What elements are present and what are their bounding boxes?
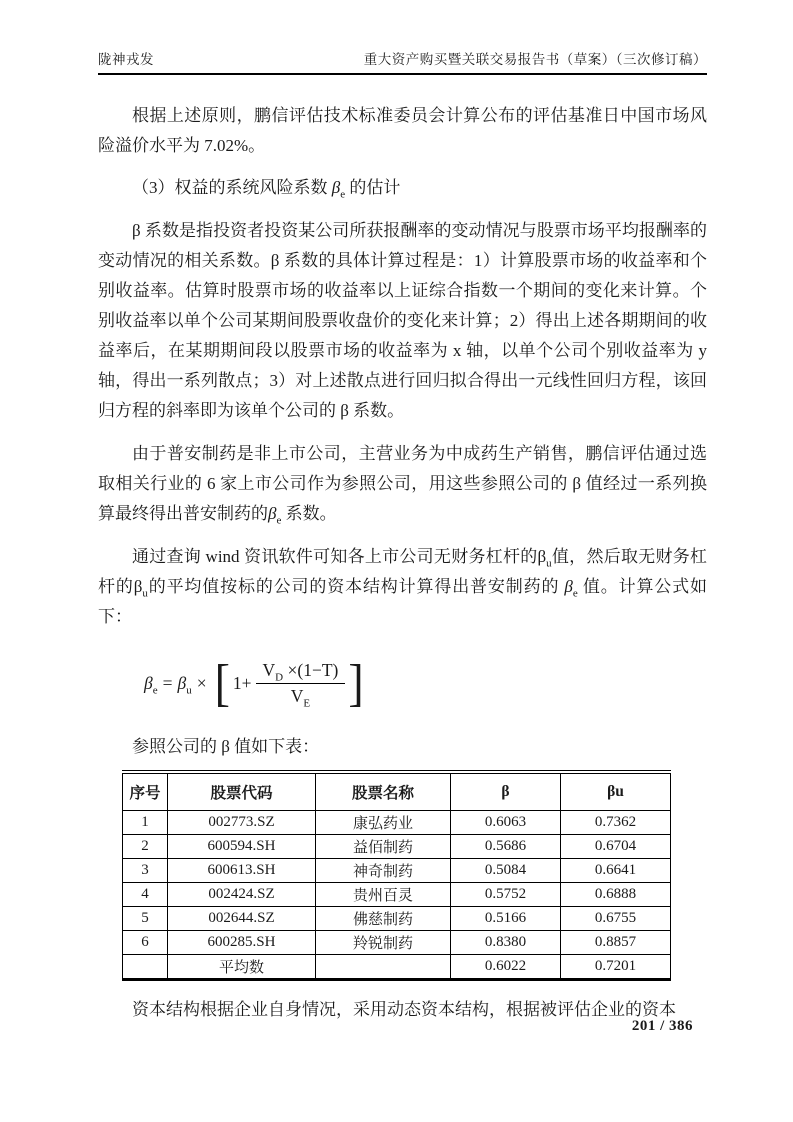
cell-name: 神奇制药 xyxy=(316,859,451,883)
cell-code: 002773.SZ xyxy=(168,811,316,835)
formula-lhs xyxy=(144,673,158,694)
numerator-subscript: D xyxy=(275,671,284,683)
beta-symbol: β xyxy=(144,672,153,693)
p4-text-1: 通过查询 wind 资讯软件可知各上市公司无财务杠杆的β xyxy=(132,547,547,566)
cell-beta-u: 0.8857 xyxy=(561,931,671,955)
cell-seq: 5 xyxy=(123,907,168,931)
cell-name: 羚锐制药 xyxy=(316,931,451,955)
numerator-rest: ×(1−T) xyxy=(283,659,339,680)
cell-beta-u: 0.7201 xyxy=(561,955,671,980)
cell-beta-u: 0.6641 xyxy=(561,859,671,883)
beta-subscript: u xyxy=(546,557,552,570)
page-header xyxy=(98,48,707,75)
cell-beta: 0.5686 xyxy=(451,835,561,859)
beta-symbol: β xyxy=(268,504,277,523)
p4-text-2: 值，然后取无财务杠杆的β xyxy=(98,547,708,596)
cell-seq: 3 xyxy=(123,859,168,883)
fraction-denominator xyxy=(291,684,310,707)
denominator-subscript: E xyxy=(303,697,311,709)
beta-subscript: u xyxy=(186,684,192,696)
paragraph-risk-premium: 根据上述原则，鹏信评估技术标准委员会计算公布的评估基准日中国市场风险溢价水平为 7.02%。 xyxy=(98,106,707,155)
beta-subscript: u xyxy=(142,587,148,600)
heading-beta-estimate xyxy=(98,173,707,203)
cell-name: 佛慈制药 xyxy=(316,907,451,931)
cell-beta: 0.5084 xyxy=(451,859,561,883)
cell-code: 600613.SH xyxy=(168,859,316,883)
paragraph-beta-definition: β 系数是指投资者投资某公司所获报酬率的变动情况与股票市场平均报酬率的变动情况的相关系数。β 系数的具体计算过程是：1）计算股票市场的收益率和个别收益率。估算时股票市场的收益率以上证综合指数一个期间的变化来计算。个别收益率以单个公司某期间股票收盘价的变化来计算；2）得出上述各期期间的收益率后，在某期期间段以股票市场的收益率为 x 轴，以单个公司个别收益率为 y 轴，得出一系列散点；3）对上述散点进行回归拟合得出一元线性回归方程，该回归方程的斜率即为该单个公司的 β 系数。 xyxy=(98,221,707,420)
cell-seq: 2 xyxy=(123,835,168,859)
beta-subscript: e xyxy=(340,188,346,201)
cell-code: 600285.SH xyxy=(168,931,316,955)
table-average-row xyxy=(123,955,671,980)
table-row xyxy=(123,907,671,931)
cell-name: 益佰制药 xyxy=(316,835,451,859)
cell-beta-u: 0.6704 xyxy=(561,835,671,859)
table-row xyxy=(123,883,671,907)
denominator-v: V xyxy=(290,685,304,706)
cell-seq xyxy=(123,955,168,980)
beta-subscript: e xyxy=(152,684,158,696)
col-header-beta: β xyxy=(451,772,561,811)
cell-name: 康弘药业 xyxy=(316,811,451,835)
table-row xyxy=(123,811,671,835)
equals-sign: = xyxy=(162,672,173,693)
col-header-beta-u: βu xyxy=(561,772,671,811)
one-plus-term: 1+ xyxy=(232,672,252,693)
cell-seq: 4 xyxy=(123,883,168,907)
col-header-name: 股票名称 xyxy=(316,772,451,811)
col-header-code: 股票代码 xyxy=(168,772,316,811)
table-header-row xyxy=(123,772,671,811)
col-header-seq: 序号 xyxy=(123,772,168,811)
beta-symbol: β xyxy=(177,672,187,693)
header-left-text: 陇神戎发 xyxy=(98,52,154,67)
cell-beta-u: 0.6888 xyxy=(561,883,671,907)
cell-name: 贵州百灵 xyxy=(316,883,451,907)
cell-name xyxy=(316,955,451,980)
left-bracket: [ xyxy=(214,654,230,712)
cell-seq: 1 xyxy=(123,811,168,835)
beta-symbol: β xyxy=(331,178,341,197)
right-bracket: ] xyxy=(348,654,364,712)
cell-beta: 0.6022 xyxy=(451,955,561,980)
cell-code: 002644.SZ xyxy=(168,907,316,931)
heading-text-pre: （3）权益的系统风险系数 xyxy=(132,178,332,197)
cell-average-label: 平均数 xyxy=(168,955,316,980)
paragraph-table-intro: 参照公司的 β 值如下表： xyxy=(132,737,320,756)
beta-comparison-table xyxy=(122,770,671,981)
table-row xyxy=(123,859,671,883)
table-row xyxy=(123,931,671,955)
fraction xyxy=(256,660,346,707)
paragraph-wind-query xyxy=(98,542,707,632)
p4-text-4: 值。计算公式如下： xyxy=(98,577,707,626)
fraction-numerator xyxy=(256,660,346,684)
table-row xyxy=(123,835,671,859)
beta-symbol: β xyxy=(564,577,573,596)
beta-subscript: e xyxy=(572,587,578,600)
numerator-v: V xyxy=(262,659,276,680)
beta-subscript: e xyxy=(276,514,282,527)
formula-rhs-beta xyxy=(177,673,191,694)
cell-beta-u: 0.6755 xyxy=(561,907,671,931)
p4-text-3: 的平均值按标的公司的资本结构计算得出普安制药的 xyxy=(147,577,565,596)
p3-text: 由于普安制药是非上市公司，主营业务为中成药生产销售，鹏信评估通过选取相关行业的 6 家上市公司作为参照公司，用这些参照公司的 β 值经过一系列换算最终得出普安制药的 xyxy=(98,444,707,523)
multiply-sign: × xyxy=(196,672,207,693)
cell-beta: 0.5752 xyxy=(451,883,561,907)
cell-code: 002424.SZ xyxy=(168,883,316,907)
header-right-title: 重大资产购买暨关联交易报告书（草案）（三次修订稿） xyxy=(363,52,707,67)
cell-seq: 6 xyxy=(123,931,168,955)
cell-beta: 0.8380 xyxy=(451,931,561,955)
heading-text-post: 的估计 xyxy=(345,178,401,197)
paragraph-puan-companies xyxy=(98,439,707,529)
p3-text-end: 系数。 xyxy=(281,504,337,523)
cell-beta-u: 0.7362 xyxy=(561,811,671,835)
cell-code: 600594.SH xyxy=(168,835,316,859)
cell-beta: 0.6063 xyxy=(451,811,561,835)
page-number: 201 / 386 xyxy=(631,1018,693,1034)
cell-beta: 0.5166 xyxy=(451,907,561,931)
formula-beta-e xyxy=(144,650,707,716)
paragraph-capital-structure: 资本结构根据企业自身情况，采用动态资本结构，根据被评估企业的资本 xyxy=(132,1000,676,1019)
